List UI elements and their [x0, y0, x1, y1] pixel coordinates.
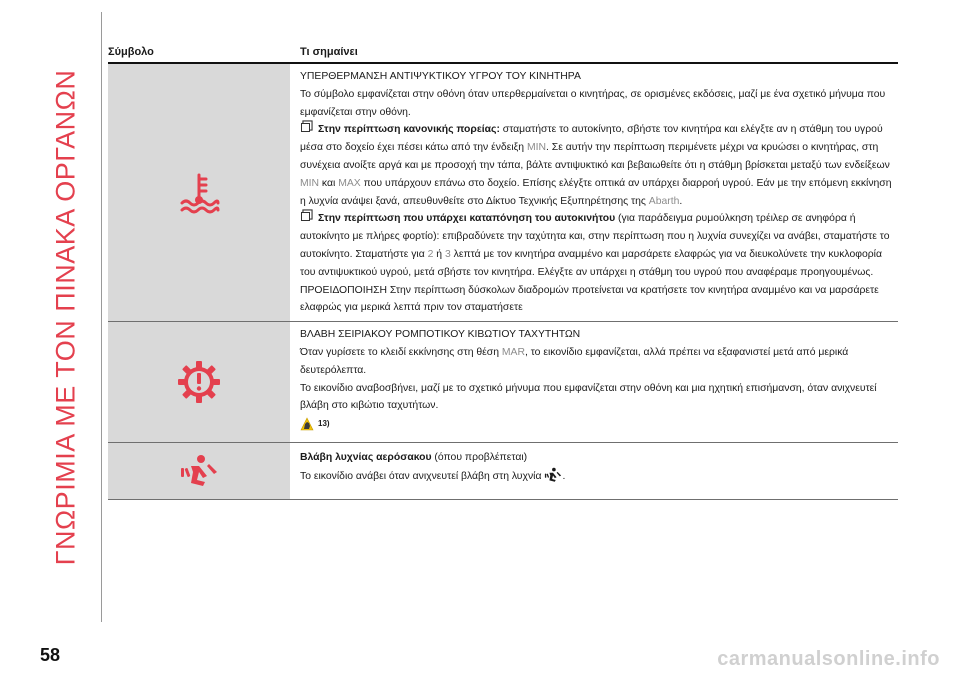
header-symbol: Σύμβολο: [108, 46, 154, 58]
checkbox-bullet-icon: [301, 212, 310, 221]
page-number: 58: [40, 645, 61, 665]
airbag-fault-icon: [179, 454, 219, 488]
row-title: Βλάβη λυχνίας αερόσακου (όπου προβλέπεται): [300, 451, 528, 463]
row-paragraph: Όταν γυρίσετε το κλειδί εκκίνησης στη θέση MAR, το εικονίδιο εμφανίζεται, αλλά πρέπει να εξαφανιστεί μετά από μερικά δευτερόλεπτα.: [300, 346, 849, 376]
bullet-heavy-load: Στην περίπτωση που υπάρχει καταπόνηση του αυτοκινήτου (για παράδειγμα ρυμούλκηση τρέιλερ σε ανηφόρα ή αυτοκίνητο με πλήρες φορτίο): επιβραδύνετε την ταχύτητα και, στην περίπτωση που η λυχνία συνεχίζει να ανάβει, σταματήστε το αυτοκίνητο. Σταματήστε για 2 ή 3 λεπτά με τον κινητήρα αναμμένο και μαρσάρετε ελαφρώς για να διευκολύνετε την κυκλοφορία του αντιψυκτικού υγρού, μετά σβήστε τον κινητήρα. Ελέγξτε αν υπάρχει η στάθμη του υγρού που αναφέραμε προηγουμένως.: [300, 213, 890, 278]
vertical-divider: [101, 12, 102, 622]
bullet-normal-driving: Στην περίπτωση κανονικής πορείας: σταματήστε το αυτοκίνητο, σβήστε τον κινητήρα και ελέγξτε αν η στάθμη του υγρού μέσα στο δοχείο έχει πέσει κάτω από την ένδειξη MIN. Σε αυτήν την περίπτωση περιμένετε μέχρι να κρυώσει ο κινητήρας, στη συνέχεια ανοίξτε αργά και με προσοχή την τάπα, βάλτε αντιψυκτικό και βεβαιωθείτε ότι η στάθμη βρίσκεται μεταξύ των ενδείξεων MIN και MAX που υπάρχουν επάνω στο δοχείο. Επίσης ελέγξτε οπτικά αν υπάρχει διαρροή υγρού. Εάν με την επόμενη εκκίνηση η λυχνία ανάψει ξανά, απευθυνθείτε στο Δίκτυο Τεχνικής Εξυπηρέτησης της Abarth.: [300, 124, 892, 207]
row-title: ΒΛΑΒΗ ΣΕΙΡΙΑΚΟΥ ΡΟΜΠΟΤΙΚΟΥ ΚΙΒΩΤΙΟΥ ΤΑΧΥΤΗΤΩΝ: [300, 329, 581, 341]
side-section-title-wrap: [46, 12, 86, 622]
coolant-temperature-icon: [177, 171, 221, 215]
header-rule: [108, 62, 898, 64]
table-row: [108, 322, 898, 443]
airbag-fault-icon: [544, 467, 562, 483]
meaning-cell: [290, 322, 898, 442]
header-meaning: Τι σημαίνει: [300, 46, 358, 58]
watermark: carmanualsonline.info: [717, 648, 940, 670]
symbol-cell: [108, 64, 290, 321]
meaning-cell: [290, 443, 898, 500]
warning-lights-table: [108, 42, 898, 500]
row-paragraph: Το σύμβολο εμφανίζεται στην οθόνη όταν υπερθερμαίνεται ο κινητήρας, σε ορισμένες εκδόσεις, μαζί με ένα σχετικό μήνυμα που εμφανίζεται στην οθόνη.: [300, 88, 886, 118]
meaning-cell: [290, 64, 898, 321]
side-section-title: ΓΝΩΡΙΜΙΑ ΜΕ ΤΟΝ ΠΙΝΑΚΑ ΟΡΓΑΝΩΝ: [50, 69, 81, 565]
caution-hand-icon: [300, 417, 314, 431]
table-header: [108, 42, 898, 64]
symbol-cell: [108, 322, 290, 442]
warning-paragraph: ΠΡΟΕΙΔΟΠΟΙΗΣΗ Στην περίπτωση δύσκολων διαδρομών προτείνεται να κρατήσετε τον κινητήρα αναμμένο και να μαρσάρετε ελαφρώς για μερικά λεπτά πριν τον σταματήσετε: [300, 284, 879, 314]
gearbox-fault-icon: [177, 360, 221, 404]
symbol-cell: [108, 443, 290, 500]
row-paragraph: Το εικονίδιο ανάβει όταν ανιχνευτεί βλάβη στη λυχνία .: [300, 467, 892, 486]
table-row: [108, 64, 898, 322]
note-reference: [300, 415, 892, 438]
checkbox-bullet-icon: [301, 123, 310, 132]
note-ref-text: 13): [318, 419, 330, 429]
table-row: [108, 443, 898, 501]
row-title: ΥΠΕΡΘΕΡΜΑΝΣΗ ΑΝΤΙΨΥΚΤΙΚΟΥ ΥΓΡΟΥ ΤΟΥ ΚΙΝΗΤΗΡΑ: [300, 71, 581, 82]
row-paragraph: Το εικονίδιο αναβοσβήνει, μαζί με το σχετικό μήνυμα που εμφανίζεται στην οθόνη και μια ηχητική επισήμανση, όταν ανιχνευτεί βλάβη στο κιβώτιο ταχυτήτων.: [300, 382, 877, 412]
